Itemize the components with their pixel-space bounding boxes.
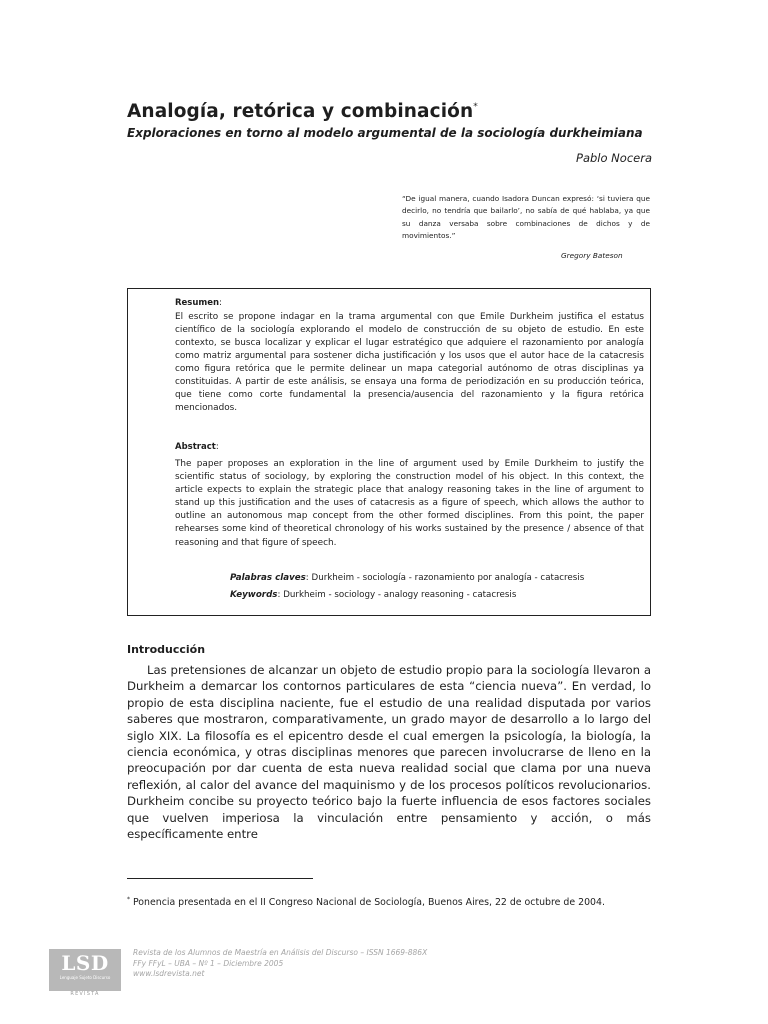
article-subtitle: Exploraciones en torno al modelo argumental de la sociología durkheimiana: [127, 126, 643, 140]
footnote-text: Ponencia presentada en el II Congreso Nacional de Sociología, Buenos Aires, 22 de octubre de 2004.: [132, 897, 605, 908]
resumen-text: El escrito se propone indagar en la trama argumental con que Emile Durkheim justifica el estatus científico de la sociología explorando el modelo de construcción de su objeto de estudio. En este contexto, se busca localizar y explicar el lugar estratégico que adquiere el razonamiento por analogía como matriz argumental para sostener dicha justificación y los usos que el autor hace de la catacresis como figura retórica que le permite delinear un mapa categorial autónomo de otras disciplinas ya constituidas. A partir de este análisis, se ensaya una forma de periodización en su producción teórica, que tiene como corte fundamental la presencia/ausencia del razonamiento y la figura retórica mencionados.: [175, 312, 644, 413]
abstract-box: [127, 288, 651, 616]
journal-logo: [49, 949, 121, 991]
abstract-text: The paper proposes an exploration in the line of argument used by Emile Durkheim to justify the scientific status of sociology, by exploring the construction model of his object. In this context, the article expects to explain the strategic place that analogy reasoning takes in the line of argument to stand up this justification and the uses of catacresis as a figure of speech, which allows the author to outline an autonomous map concept from the other formed disciplines. From this point, the paper rehearses some kind of theoretical chronology of his works sustained by the presence / absence of that reasoning and that figure of speech.: [175, 459, 644, 548]
section-heading-introduccion: Introducción: [127, 643, 206, 656]
resumen-heading: Resumen:: [175, 298, 222, 308]
journal-url[interactable]: www.lsdrevista.net: [133, 969, 205, 978]
article-title-text: Analogía, retórica y combinación: [127, 101, 474, 122]
epigraph-source: Gregory Bateson: [561, 251, 623, 260]
title-footnote-mark: *: [473, 102, 478, 112]
abstract-heading: Abstract:: [175, 442, 219, 452]
resumen-label: Resumen: [175, 298, 220, 308]
keywords-line: Keywords: Durkheim - sociology - analogy reasoning - catacresis: [230, 590, 517, 600]
journal-info: [133, 948, 427, 980]
footnote: [127, 893, 651, 910]
footnote-divider: [127, 878, 313, 879]
palabras-claves-text: Durkheim - sociología - razonamiento por analogía - catacresis: [311, 573, 585, 583]
journal-line-1: Revista de los Alumnos de Maestría en Análisis del Discurso – ISSN 1669-886X: [133, 948, 428, 957]
body-paragraph: Las pretensiones de alcanzar un objeto de estudio propio para la sociología llevaron a Durkheim a demarcar los contornos particulares de esta “ciencia nueva”. En verdad, lo propio de esta disciplina naciente, fue el estudio de una realidad disputada por varios saberes que mostraron, comparativamente, un grado mayor de desarrollo a lo largo del siglo XIX. La filosofía es el epicentro desde el cual emergen la psicología, la biología, la ciencia económica, y otras disciplinas menores que parecen involucrarse de lleno en la preocupación por dar cuenta de esta nueva realidad social que clama por una nueva reflexión, al calor del avance del maquinismo y de los procesos políticos revolucionarios. Durkheim concibe su proyecto teórico bajo la fuerte influencia de esos factores sociales que vuelven imperiosa la vinculación entre pensamiento y acción, o más específicamente entre: [127, 663, 651, 842]
keywords-label: Keywords: [230, 590, 278, 600]
palabras-claves-label: Palabras claves: [230, 573, 306, 583]
article-title: [127, 101, 478, 122]
logo-bottom-text: REVISTA: [70, 991, 100, 997]
epigraph-quote: “De igual manera, cuando Isadora Duncan expresó: ‘si tuviera que decirlo, no tendría que bailarlo’, no sabía de qué hablaba, ya que su danza versaba sobre combinaciones de dichos y de movimientos.”: [402, 194, 650, 240]
author-name: Pablo Nocera: [576, 151, 652, 165]
keywords-text: Durkheim - sociology - analogy reasoning - catacresis: [283, 590, 517, 600]
abstract-label: Abstract: [175, 442, 216, 452]
logo-sub-text: Lenguaje Sujeto Discurso: [59, 975, 111, 980]
palabras-claves-line: Palabras claves: Durkheim - sociología - razonamiento por analogía - catacresis: [230, 573, 585, 583]
logo-main-text: LSD: [61, 951, 109, 975]
journal-line-2: FFy FFyL – UBA – Nº 1 – Diciembre 2005: [133, 958, 284, 968]
footnote-mark: *: [127, 896, 130, 903]
